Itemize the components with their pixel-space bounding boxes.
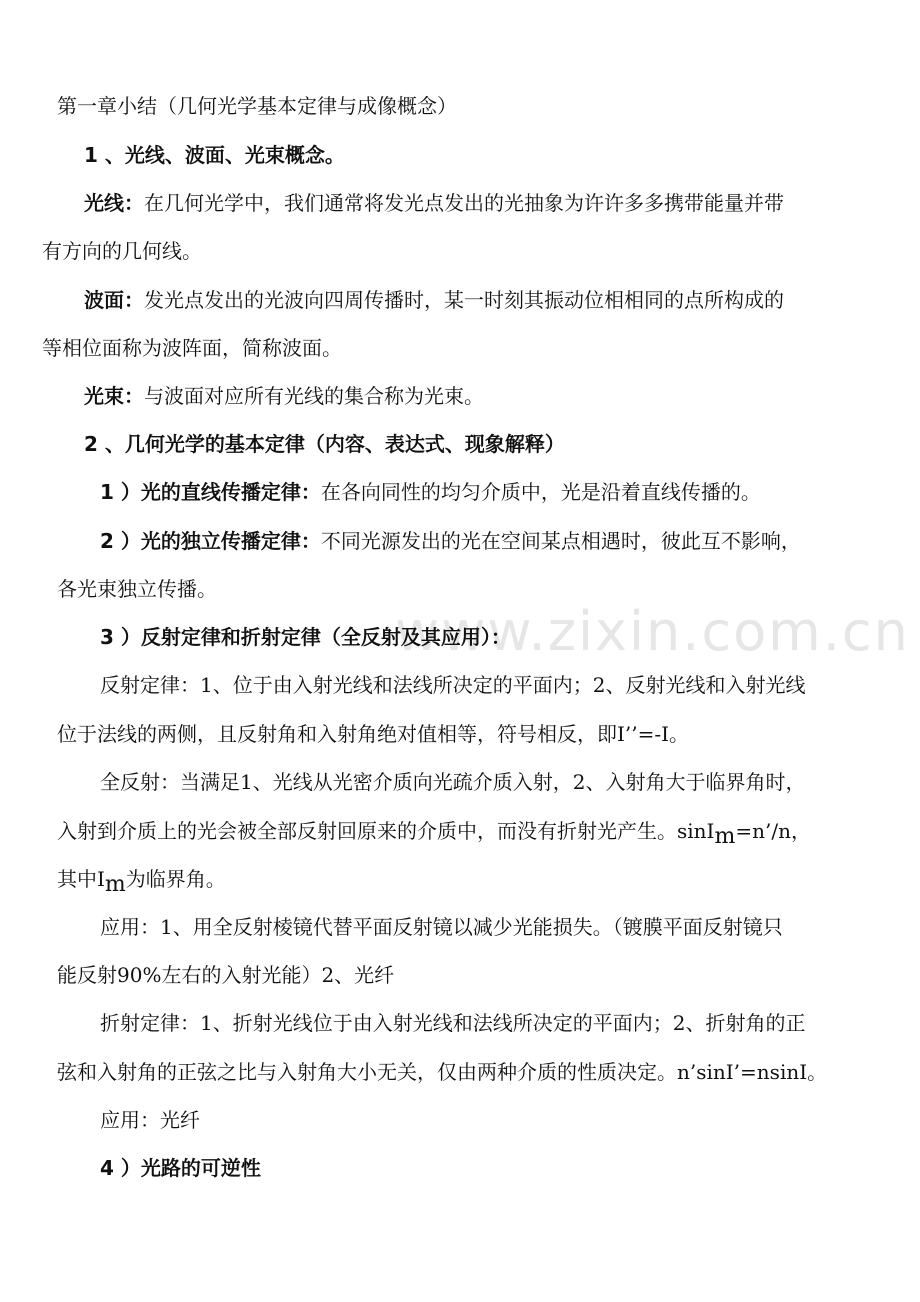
law-1-line (100, 477, 761, 507)
refraction-law-line-2: 弦和入射角的正弦之比与入射角大小无关，仅由两种介质的性质决定。n’sinI’=nsinI。 (57, 1060, 828, 1084)
wave-text-1: 发光点发出的光波向四周传播时，某一时刻其振动位相相同的点所构成的 (144, 288, 784, 312)
reflection-law-line-2: 位于法线的两侧，且反射角和入射角绝对值相等，符号相反，即I’’=-I。 (57, 722, 690, 746)
law-1-text: 在各向同性的均匀介质中，光是沿着直线传播的。 (320, 480, 761, 504)
wave-label: 波面： (84, 288, 144, 312)
law-3-heading: 3 ）反射定律和折射定律（全反射及其应用）： (100, 625, 511, 649)
law-4-heading: 4 ）光路的可逆性 (100, 1156, 261, 1180)
application-2: 应用：光纤 (100, 1108, 200, 1132)
total-reflection-line-2 (57, 816, 811, 847)
reflection-law-line-1: 反射定律：1、位于由入射光线和法线所决定的平面内；2、反射光线和入射光线 (100, 673, 806, 697)
ray-text-1: 在几何光学中，我们通常将发光点发出的光抽象为许许多多携带能量并带 (144, 191, 784, 215)
law-1-label: 1 ）光的直线传播定律： (100, 480, 321, 504)
total-reflection-text-2a: 入射到介质上的光会被全部反射回原来的介质中，而没有折射光产生。sinI (57, 819, 715, 843)
application-1-line-1: 应用：1、用全反射棱镜代替平面反射镜以减少光能损失。（镀膜平面反射镜只 (100, 915, 783, 939)
ray-label: 光线： (84, 191, 144, 215)
total-reflection-text-2b: =n’/n， (735, 819, 811, 843)
law-2-text-2: 各光束独立传播。 (57, 577, 217, 601)
wave-definition-line-1 (84, 285, 784, 315)
critical-angle-subscript-2: m (104, 872, 126, 897)
application-1-line-2: 能反射90%左右的入射光能）2、光纤 (57, 963, 395, 987)
total-reflection-text-3b: 为临界角。 (125, 867, 226, 891)
ray-definition-line-1 (84, 188, 784, 218)
law-2-label: 2 ）光的独立传播定律： (100, 529, 321, 553)
beam-definition (84, 381, 484, 411)
refraction-law-line-1: 折射定律：1、折射光线位于由入射光线和法线所决定的平面内；2、折射角的正 (100, 1011, 806, 1035)
total-reflection-line-1: 全反射：当满足1、光线从光密介质向光疏介质入射，2、入射角大于临界角时， (100, 770, 806, 794)
watermark: www.zixin.com.cn (395, 600, 910, 663)
section-1-heading: 1 、光线、波面、光束概念。 (84, 143, 345, 167)
section-2-heading: 2 、几何光学的基本定律（内容、表达式、现象解释） (84, 432, 565, 456)
total-reflection-line-3 (57, 864, 226, 895)
law-2-line-1 (100, 526, 801, 556)
wave-text-2: 等相位面称为波阵面，简称波面。 (42, 336, 342, 360)
beam-label: 光束： (84, 384, 144, 408)
law-2-text-1: 不同光源发出的光在空间某点相遇时，彼此互不影响， (320, 529, 801, 553)
ray-text-2: 有方向的几何线。 (42, 239, 202, 263)
chapter-title: 第一章小结（几何光学基本定律与成像概念） (57, 94, 457, 118)
beam-text: 与波面对应所有光线的集合称为光束。 (144, 384, 484, 408)
critical-angle-subscript: m (714, 824, 736, 849)
total-reflection-text-3a: 其中I (57, 867, 105, 891)
